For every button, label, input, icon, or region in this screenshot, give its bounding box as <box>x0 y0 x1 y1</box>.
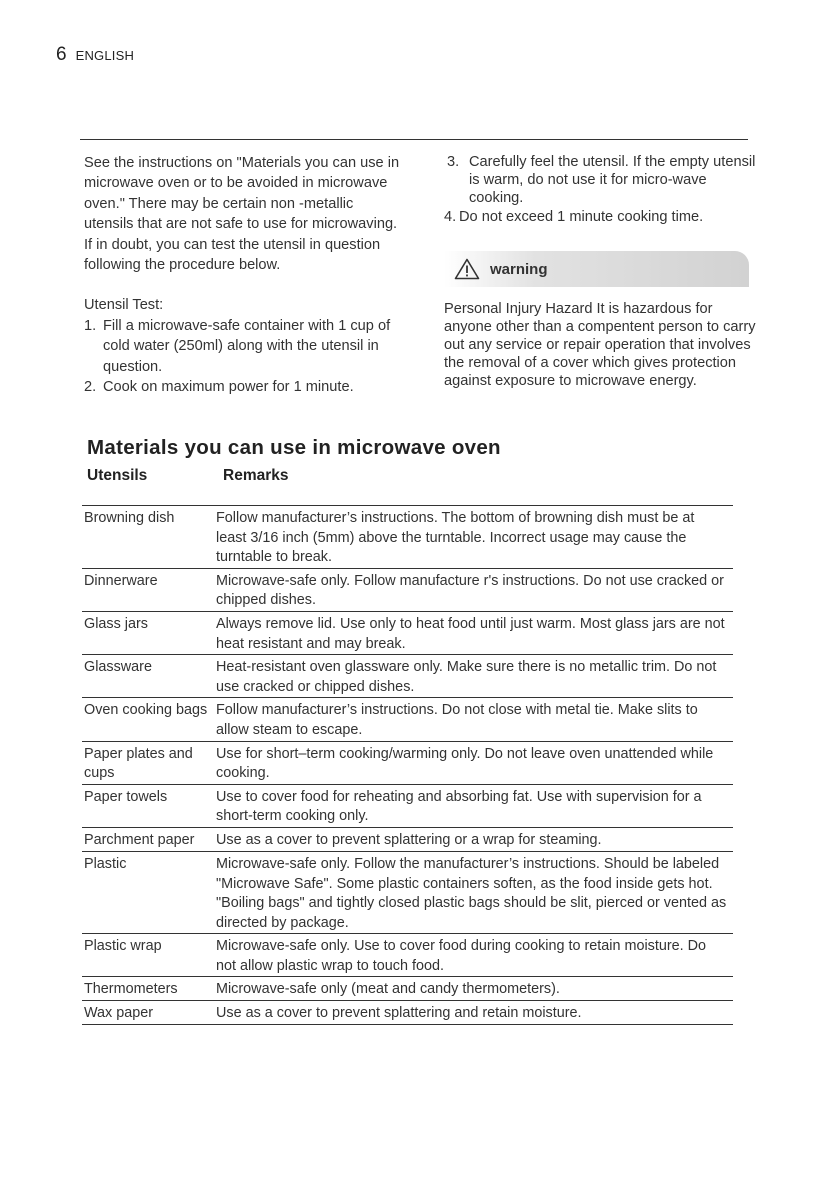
step-text: Carefully feel the utensil. If the empty utensil is warm, do not use it for micro-wave cooking. <box>469 154 756 206</box>
left-column <box>84 153 404 397</box>
remark-cell: Microwave-safe only (meat and candy thermometers). <box>216 981 560 998</box>
utensil-cell: Browning dish <box>84 510 175 526</box>
utensil-cell: Wax paper <box>84 1005 154 1022</box>
utensil-cell: Plastic wrap <box>84 938 162 955</box>
warning-label: warning <box>490 260 548 278</box>
utensil-cell: Glass jars <box>84 615 148 632</box>
step-number: 4. <box>444 209 457 225</box>
table-row <box>82 934 733 977</box>
utensil-cell: Oven cooking bags <box>84 702 208 719</box>
right-column <box>444 153 762 226</box>
table-row <box>82 506 733 569</box>
warning-banner <box>444 251 749 287</box>
section-title: Materials you can use in microwave oven <box>87 436 501 459</box>
language-label: ENGLISH <box>75 48 135 63</box>
utensil-test-steps-continued <box>444 153 762 226</box>
list-item <box>444 153 762 207</box>
utensil-cell: Parchment paper <box>84 831 195 848</box>
table-row <box>82 785 733 828</box>
step-number: 1. <box>84 317 97 334</box>
remark-cell: Follow manufacturer’s instructions. The bottom of browning dish must be at least 3/16 inch (5mm) above the turntable. Incorrect usage may cause the turntable to break. <box>216 510 695 566</box>
intro-paragraph: See the instructions on "Materials you can use in microwave oven or to be avoided in microwave oven." There may be certain non -metallic utensils that are not safe to use for microwaving. If in doubt, you can test the utensil in question following the procedure below. <box>84 155 400 274</box>
remark-cell: Use as a cover to prevent splattering and retain moisture. <box>216 1005 582 1022</box>
table-row <box>82 828 733 852</box>
hazard-paragraph: Personal Injury Hazard It is hazardous for anyone other than a compentent person to carry out any service or repair operation that involves the removal of a cover which gives protection against exposure to microwave energy. <box>444 301 756 389</box>
step-text: Cook on maximum power for 1 minute. <box>103 379 354 396</box>
step-number: 2. <box>84 379 97 396</box>
warning-triangle-icon <box>454 258 480 280</box>
step-number: 3. <box>447 154 460 170</box>
table-row <box>82 852 733 934</box>
list-item <box>84 316 404 377</box>
list-item <box>444 208 762 226</box>
remark-cell: Microwave-safe only. Use to cover food during cooking to retain moisture. Do not allow plastic wrap to touch food. <box>216 938 707 974</box>
step-text: Fill a microwave-safe container with 1 cup of cold water (250ml) along with the utensil in question. <box>103 317 391 375</box>
remark-cell: Microwave-safe only. Follow manufacture r's instructions. Do not use cracked or chipped dishes. <box>216 572 724 609</box>
table-row <box>82 977 733 1001</box>
remark-cell: Always remove lid. Use only to heat food until just warm. Most glass jars are not heat resistant and may break. <box>216 615 725 652</box>
remark-cell: Use to cover food for reheating and absorbing fat. Use with supervision for a short-term cooking only. <box>216 788 702 825</box>
list-item <box>84 377 404 397</box>
remark-cell: Heat-resistant oven glassware only. Make sure there is no metallic trim. Do not use cracked or chipped dishes. <box>216 659 717 695</box>
column-header-remarks: Remarks <box>223 467 289 484</box>
utensil-cell: Paper towels <box>84 788 168 805</box>
top-divider <box>80 139 748 140</box>
table-row <box>82 655 733 698</box>
remark-cell: Use as a cover to prevent splattering or a wrap for steaming. <box>216 831 602 848</box>
utensil-cell: Thermometers <box>84 981 178 998</box>
page-number: 6 <box>56 44 67 65</box>
materials-table <box>82 505 733 1025</box>
remark-cell: Follow manufacturer’s instructions. Do not close with metal tie. Make slits to allow steam to escape. <box>216 702 698 738</box>
utensil-test-title: Utensil Test: <box>84 297 164 314</box>
utensil-cell: Plastic <box>84 855 127 872</box>
remark-cell: Use for short–term cooking/warming only. Do not leave oven unattended while cooking. <box>216 745 714 782</box>
table-row <box>82 742 733 785</box>
utensil-cell: Glassware <box>84 659 152 676</box>
table-row <box>82 698 733 741</box>
utensil-cell: Paper plates and cups <box>84 745 193 782</box>
page-header <box>56 44 134 66</box>
step-text: Do not exceed 1 minute cooking time. <box>459 209 704 225</box>
utensil-cell: Dinnerware <box>84 572 158 589</box>
table-row <box>82 612 733 655</box>
table-row <box>82 1001 733 1025</box>
remark-cell: Microwave-safe only. Follow the manufacturer’s instructions. Should be labeled "Microwave Safe". Some plastic containers soften, as the food inside gets hot. "Boiling bags" and tightly closed plastic bags should be slit, pierced or vented as directed by package. <box>216 855 727 931</box>
column-header-utensils: Utensils <box>87 467 148 484</box>
table-row <box>82 569 733 612</box>
utensil-test-steps <box>84 316 404 398</box>
